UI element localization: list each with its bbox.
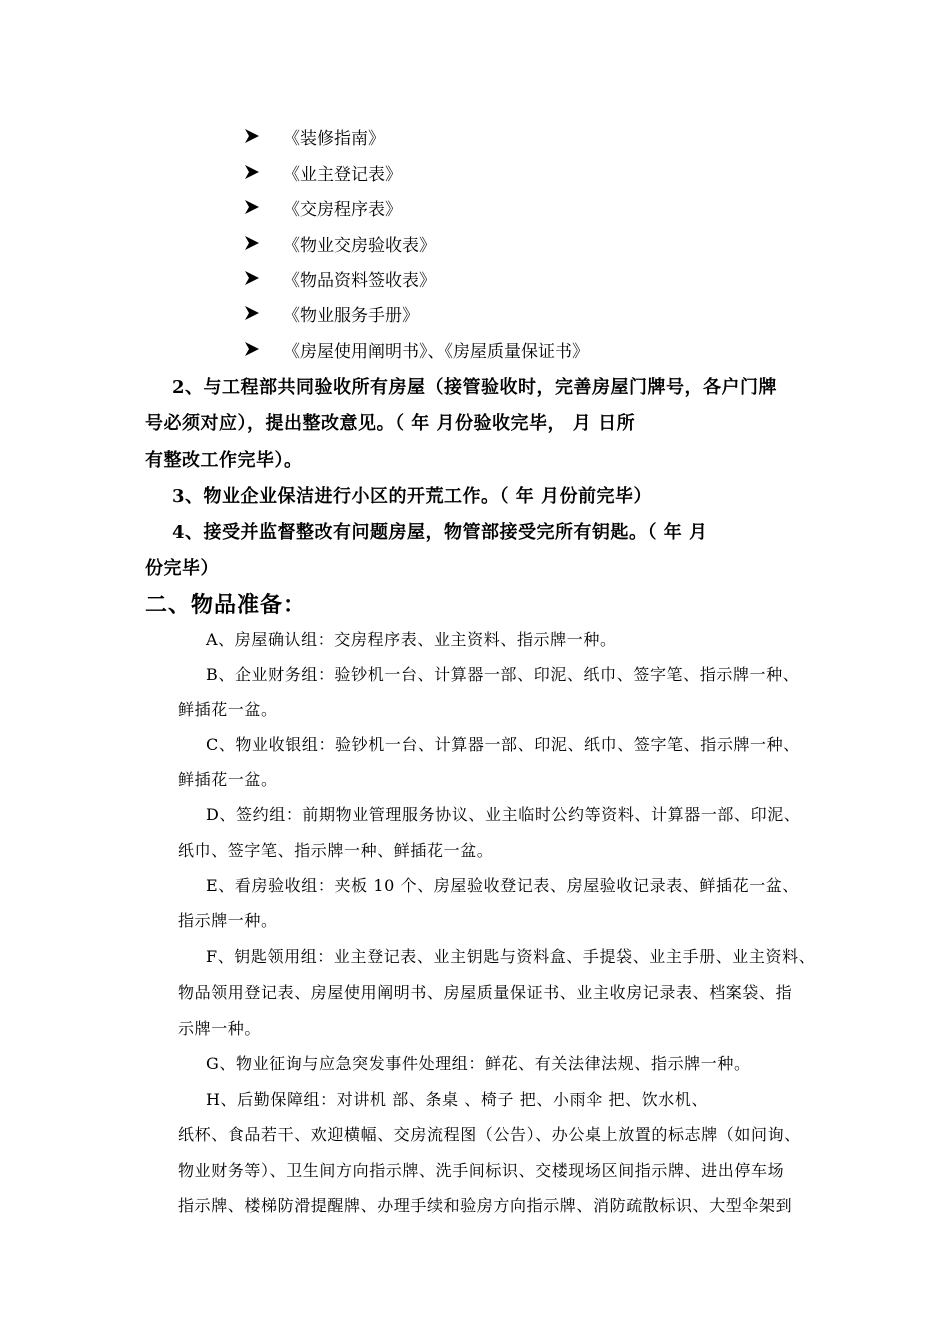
list-item xyxy=(243,228,436,258)
group-b-line-1: B、企业财务组：验钞机一台、计算器一部、印泥、纸巾、签字笔、指示牌一种、 xyxy=(206,665,800,684)
task-4-line-1: 4、接受并监督整改有问题房屋，物管部接受完所有钥匙。（ 年 月 xyxy=(172,522,708,543)
group-b-line-2: 鲜插花一盆。 xyxy=(178,700,278,719)
group-e-line-1: E、看房验收组：夹板 10 个、房屋验收登记表、房屋验收记录表、鲜插花一盆、 xyxy=(206,876,800,895)
group-h-line-2: 纸杯、食品若干、欢迎横幅、交房流程图（公告）、办公桌上放置的标志牌（如问询、 xyxy=(178,1125,801,1144)
group-h-line-4: 指示牌、楼梯防滑提醒牌、办理手续和验房方向指示牌、消防疏散标识、大型伞架到 xyxy=(178,1196,793,1215)
group-a-line-1: A、房屋确认组：交房程序表、业主资料、指示牌一种。 xyxy=(206,630,617,649)
task-2-line-3: 有整改工作完毕）。 xyxy=(145,450,303,471)
arrow-bullet-icon xyxy=(243,234,261,252)
arrow-bullet-icon xyxy=(243,163,261,181)
arrow-bullet-icon xyxy=(243,340,261,358)
task-4-line-2: 份完毕） xyxy=(145,558,219,579)
list-item xyxy=(243,334,589,364)
group-g-line-1: G、物业征询与应急突发事件处理组：鲜花、有关法律法规、指示牌一种。 xyxy=(206,1054,751,1073)
list-item-label: 《装修指南》 xyxy=(283,128,385,149)
section-heading: 二、物品准备： xyxy=(145,592,307,618)
group-d-line-2: 纸巾、签字笔、指示牌一种、鲜插花一盆。 xyxy=(178,841,494,860)
list-item-label: 《交房程序表》 xyxy=(283,199,402,220)
list-item xyxy=(243,157,402,187)
arrow-bullet-icon xyxy=(243,304,261,322)
list-item-label: 《业主登记表》 xyxy=(283,164,402,185)
list-item-label: 《物业服务手册》 xyxy=(283,305,419,326)
task-2-line-2: 号必须对应），提出整改意见。（ 年 月份验收完毕， 月 日所 xyxy=(145,413,636,434)
list-item xyxy=(243,263,436,293)
arrow-bullet-icon xyxy=(243,127,261,145)
group-h-line-3: 物业财务等）、卫生间方向指示牌、洗手间标识、交楼现场区间指示牌、进出停车场 xyxy=(178,1161,785,1180)
list-item xyxy=(243,298,419,328)
group-f-line-1: F、钥匙领用组：业主登记表、业主钥匙与资料盒、手提袋、业主手册、业主资料、 xyxy=(206,947,816,966)
group-e-line-2: 指示牌一种。 xyxy=(178,911,278,930)
list-item xyxy=(243,192,402,222)
task-2-line-1: 2、与工程部共同验收所有房屋（接管验收时，完善房屋门牌号，各户门牌 xyxy=(172,377,778,398)
group-c-line-2: 鲜插花一盆。 xyxy=(178,770,278,789)
arrow-bullet-icon xyxy=(243,198,261,216)
group-f-line-2: 物品领用登记表、房屋使用阐明书、房屋质量保证书、业主收房记录表、档案袋、指 xyxy=(178,983,793,1002)
group-c-line-1: C、物业收银组：验钞机一台、计算器一部、印泥、纸巾、签字笔、指示牌一种、 xyxy=(206,735,800,754)
group-d-line-1: D、签约组：前期物业管理服务协议、业主临时公约等资料、计算器一部、印泥、 xyxy=(206,805,801,824)
list-item xyxy=(243,121,385,151)
group-h-line-1: H、后勤保障组：对讲机 部、条桌 、椅子 把、小雨伞 把、饮水机、 xyxy=(206,1090,709,1109)
list-item-label: 《房屋使用阐明书》、《房屋质量保证书》 xyxy=(283,341,589,362)
task-3: 3、物业企业保洁进行小区的开荒工作。（ 年 月份前完毕） xyxy=(172,486,653,507)
group-f-line-3: 示牌一种。 xyxy=(178,1019,262,1038)
list-item-label: 《物品资料签收表》 xyxy=(283,270,436,291)
arrow-bullet-icon xyxy=(243,269,261,287)
list-item-label: 《物业交房验收表》 xyxy=(283,235,436,256)
